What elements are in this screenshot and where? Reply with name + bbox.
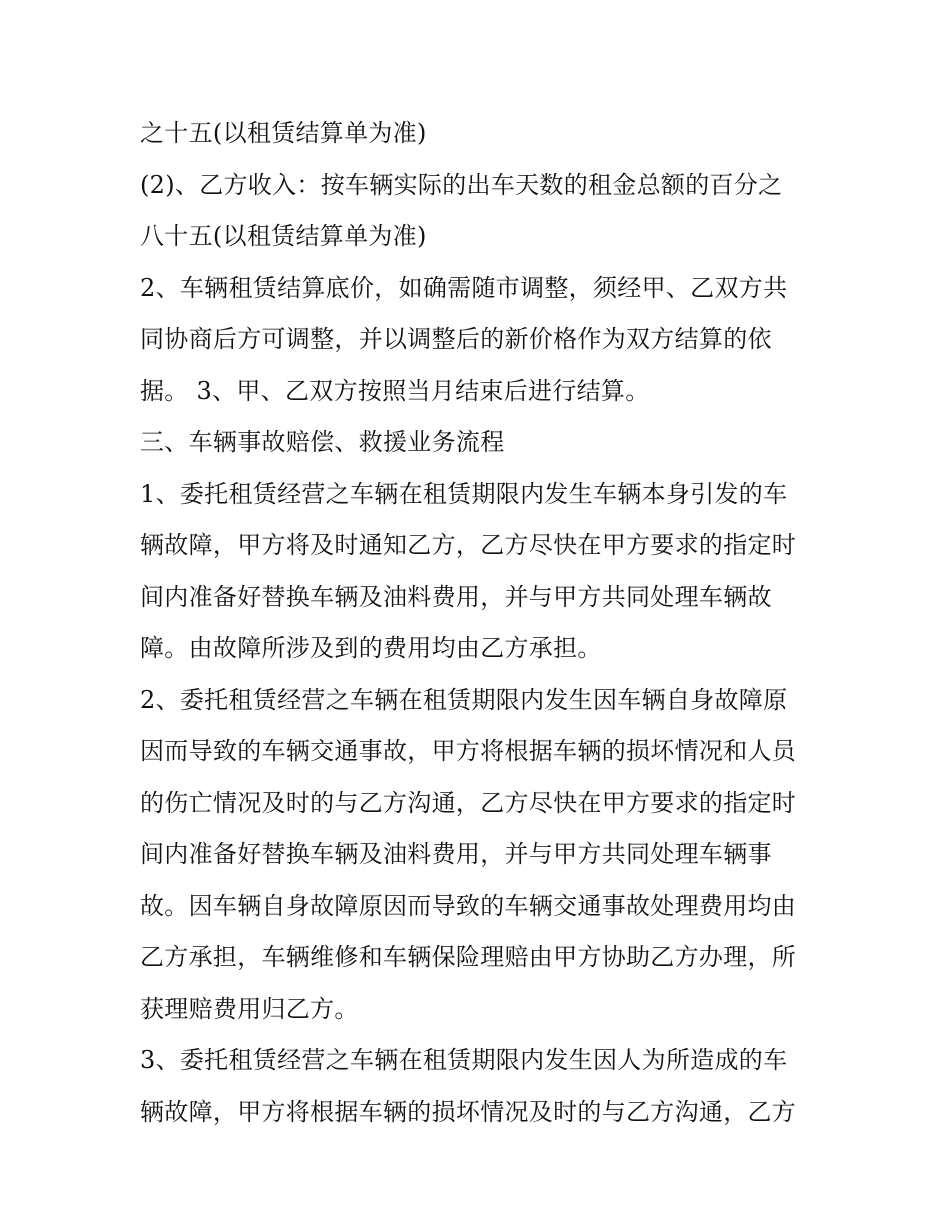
text-line: 据。 3、甲、乙双方按照当月结束后进行结算。 bbox=[140, 376, 650, 405]
text-line: 间内准备好替换车辆及油料费用，并与甲方共同处理车辆故 bbox=[140, 582, 772, 611]
text-line: 之十五(以租赁结算单为准) bbox=[140, 119, 427, 147]
text-line: 故。因车辆自身故障原因而导致的车辆交通事故处理费用均由 bbox=[140, 891, 797, 920]
section-heading: 三、车辆事故赔偿、救援业务流程 bbox=[140, 428, 505, 456]
text-line: 2、车辆租赁结算底价，如确需随市调整，须经甲、乙双方共 bbox=[140, 273, 788, 302]
text-line: 因而导致的车辆交通事故，甲方将根据车辆的损坏情况和人员 bbox=[140, 737, 797, 765]
text-line: 2、委托租赁经营之车辆在租赁期限内发生因车辆自身故障原 bbox=[140, 685, 788, 714]
text-line: 辆故障，甲方将根据车辆的损坏情况及时的与乙方沟通，乙方 bbox=[140, 1097, 797, 1126]
document-body bbox=[140, 108, 820, 1138]
text-line: 辆故障，甲方将及时通知乙方，乙方尽快在甲方要求的指定时 bbox=[140, 531, 797, 559]
text-line: 间内准备好替换车辆及油料费用，并与甲方共同处理车辆事 bbox=[140, 840, 772, 868]
text-line: 的伤亡情况及时的与乙方沟通，乙方尽快在甲方要求的指定时 bbox=[140, 788, 797, 817]
text-line: 同协商后方可调整，并以调整后的新价格作为双方结算的依 bbox=[140, 325, 772, 353]
text-line: 障。由故障所涉及到的费用均由乙方承担。 bbox=[140, 634, 602, 662]
text-line: 八十五(以租赁结算单为准) bbox=[140, 222, 427, 250]
text-line: 乙方承担，车辆维修和车辆保险理赔由甲方协助乙方办理，所 bbox=[140, 943, 797, 971]
text-line: 1、委托租赁经营之车辆在租赁期限内发生车辆本身引发的车 bbox=[140, 479, 788, 508]
text-line: 获理赔费用归乙方。 bbox=[140, 994, 359, 1023]
text-line: (2)、乙方收入：按车辆实际的出车天数的租金总额的百分之 bbox=[140, 170, 783, 199]
text-line: 3、委托租赁经营之车辆在租赁期限内发生因人为所造成的车 bbox=[140, 1046, 788, 1074]
